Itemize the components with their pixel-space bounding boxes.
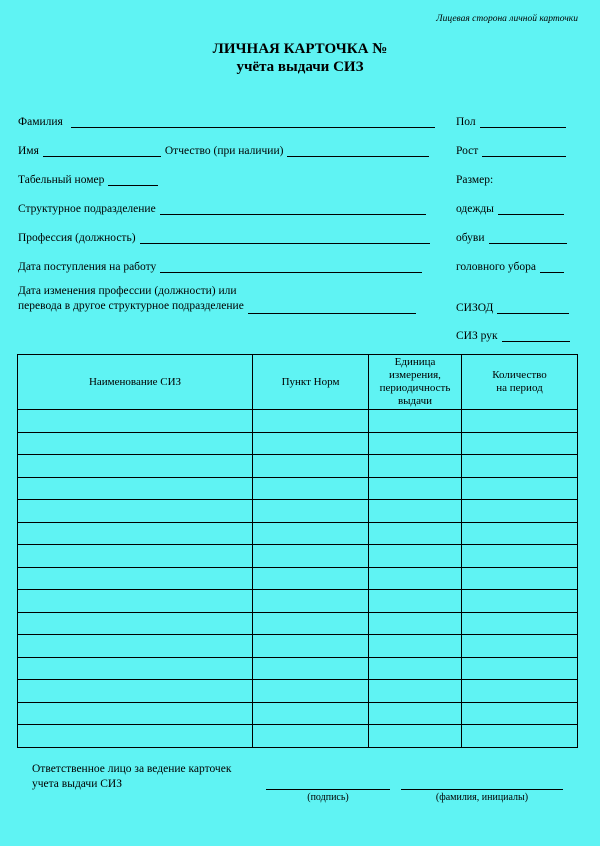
table-cell[interactable] [18,725,253,748]
table-cell[interactable] [462,500,578,523]
table-cell[interactable] [462,590,578,613]
table-cell[interactable] [253,635,369,658]
table-cell[interactable] [462,432,578,455]
table-cell[interactable] [369,455,462,478]
table-cell[interactable] [462,477,578,500]
table-cell[interactable] [369,477,462,500]
table-row [18,680,578,703]
table-cell[interactable] [253,410,369,433]
table-row [18,657,578,680]
responsible-person-label [32,762,231,792]
table-cell[interactable] [369,432,462,455]
shoes-size-label: обуви [456,232,485,244]
change-date-label-2: перевода в другое структурное подразделение [18,300,244,312]
document-title [0,40,600,76]
tab-number-field[interactable] [108,173,158,186]
department-field[interactable] [160,202,426,215]
table-cell[interactable] [18,455,253,478]
table-cell[interactable] [462,635,578,658]
table-cell[interactable] [253,725,369,748]
title-line-1: ЛИЧНАЯ КАРТОЧКА № [212,41,388,57]
change-date-label-1: Дата изменения профессии (должности) или [18,285,237,297]
table-cell[interactable] [18,680,253,703]
siz-issuance-table [17,354,578,748]
table-cell[interactable] [18,612,253,635]
table-cell[interactable] [253,432,369,455]
header-unit-line-4: выдачи [397,395,433,407]
table-cell[interactable] [18,567,253,590]
header-unit-line-2: измерения, [389,369,441,381]
siz-hands-row [456,326,570,342]
table-cell[interactable] [462,612,578,635]
table-cell[interactable] [18,590,253,613]
table-cell[interactable] [18,500,253,523]
table-cell[interactable] [369,612,462,635]
table-row [18,725,578,748]
department-row [18,199,426,215]
table-row [18,590,578,613]
table-cell[interactable] [18,545,253,568]
table-cell[interactable] [253,500,369,523]
table-cell[interactable] [369,702,462,725]
name-field[interactable] [43,144,161,157]
full-name-field[interactable] [401,789,563,790]
table-cell[interactable] [18,657,253,680]
table-cell[interactable] [253,657,369,680]
table-row [18,522,578,545]
table-cell[interactable] [253,545,369,568]
sizod-row [456,298,569,314]
table-row [18,477,578,500]
hire-date-field[interactable] [160,260,422,273]
height-label: Рост [456,145,479,157]
tab-number-row [18,170,158,186]
table-cell[interactable] [369,725,462,748]
responsible-line-2: учета выдачи СИЗ [32,778,122,790]
change-date-field[interactable] [248,301,416,314]
surname-label: Фамилия [18,116,63,128]
table-row [18,500,578,523]
size-label: Размер: [456,174,494,186]
siz-hands-field[interactable] [502,329,570,342]
table-cell[interactable] [18,432,253,455]
full-name-caption: (фамилия, инициалы) [435,792,529,803]
table-cell[interactable] [253,702,369,725]
department-label: Структурное подразделение [18,203,156,215]
header-quantity-line-1: Количество [492,369,547,381]
table-cell[interactable] [369,500,462,523]
header-siz-name: Наименование СИЗ [18,355,253,410]
surname-field[interactable] [71,115,435,128]
siz-hands-label: СИЗ рук [456,330,498,342]
hire-date-label: Дата поступления на работу [18,261,157,273]
responsible-line-1: Ответственное лицо за ведение карточек [32,763,232,775]
table-cell[interactable] [462,657,578,680]
name-label: Имя [18,145,39,157]
profession-field[interactable] [140,231,430,244]
signature-caption: (подпись) [307,792,349,803]
table-cell[interactable] [18,635,253,658]
shoes-size-field[interactable] [489,231,567,244]
height-row [456,141,566,157]
table-cell[interactable] [462,545,578,568]
table-cell[interactable] [253,612,369,635]
patronymic-field[interactable] [287,144,429,157]
table-cell[interactable] [369,410,462,433]
clothes-size-row [456,199,564,215]
table-cell[interactable] [369,545,462,568]
table-row [18,410,578,433]
table-header-row [18,355,578,410]
card-side-note: Лицевая сторона личной карточки [436,14,578,24]
table-cell[interactable] [462,410,578,433]
header-quantity [462,355,578,410]
table-cell[interactable] [18,522,253,545]
title-line-2: учёта выдачи СИЗ [236,59,364,75]
table-cell[interactable] [462,567,578,590]
table-cell[interactable] [253,477,369,500]
sizod-label: СИЗОД [456,302,494,314]
table-row [18,545,578,568]
table-cell[interactable] [462,725,578,748]
header-unit-period [369,355,462,410]
clothes-size-field[interactable] [498,202,564,215]
table-cell[interactable] [462,522,578,545]
table-cell[interactable] [369,522,462,545]
headwear-size-label: головного убора [456,261,536,273]
table-row [18,455,578,478]
height-field[interactable] [482,144,566,157]
sizod-field[interactable] [497,301,569,314]
table-cell[interactable] [462,702,578,725]
gender-field[interactable] [480,115,566,128]
tab-number-label: Табельный номер [18,174,105,186]
profession-label: Профессия (должность) [18,232,136,244]
table-cell[interactable] [253,522,369,545]
hire-date-row [18,257,422,273]
table-row [18,635,578,658]
table-cell[interactable] [253,567,369,590]
headwear-size-field[interactable] [540,260,564,273]
table-row [18,612,578,635]
table-cell[interactable] [369,590,462,613]
header-unit-line-3: периодичность [379,382,451,394]
signature-field[interactable] [266,789,390,790]
size-row [456,170,493,186]
header-quantity-line-2: на период [496,382,543,394]
patronymic-label: Отчество (при наличии) [164,145,284,157]
table-cell[interactable] [18,477,253,500]
headwear-size-row [456,257,564,273]
table-cell[interactable] [253,680,369,703]
table-cell[interactable] [462,455,578,478]
clothes-size-label: одежды [456,203,494,215]
shoes-size-row [456,228,567,244]
header-norm-clause: Пункт Норм [253,355,369,410]
table-cell[interactable] [369,680,462,703]
name-row [18,141,429,157]
table-row [18,702,578,725]
change-date-row [18,284,416,314]
table-cell[interactable] [253,590,369,613]
gender-row [456,112,566,128]
table-cell[interactable] [253,455,369,478]
gender-label: Пол [456,116,476,128]
table-cell[interactable] [18,702,253,725]
table-cell[interactable] [462,680,578,703]
header-unit-line-1: Единица [394,356,436,368]
table-row [18,567,578,590]
table-cell[interactable] [18,410,253,433]
table-cell[interactable] [369,657,462,680]
surname-row [18,112,435,128]
profession-row [18,228,430,244]
table-cell[interactable] [369,567,462,590]
table-row [18,432,578,455]
table-cell[interactable] [369,635,462,658]
